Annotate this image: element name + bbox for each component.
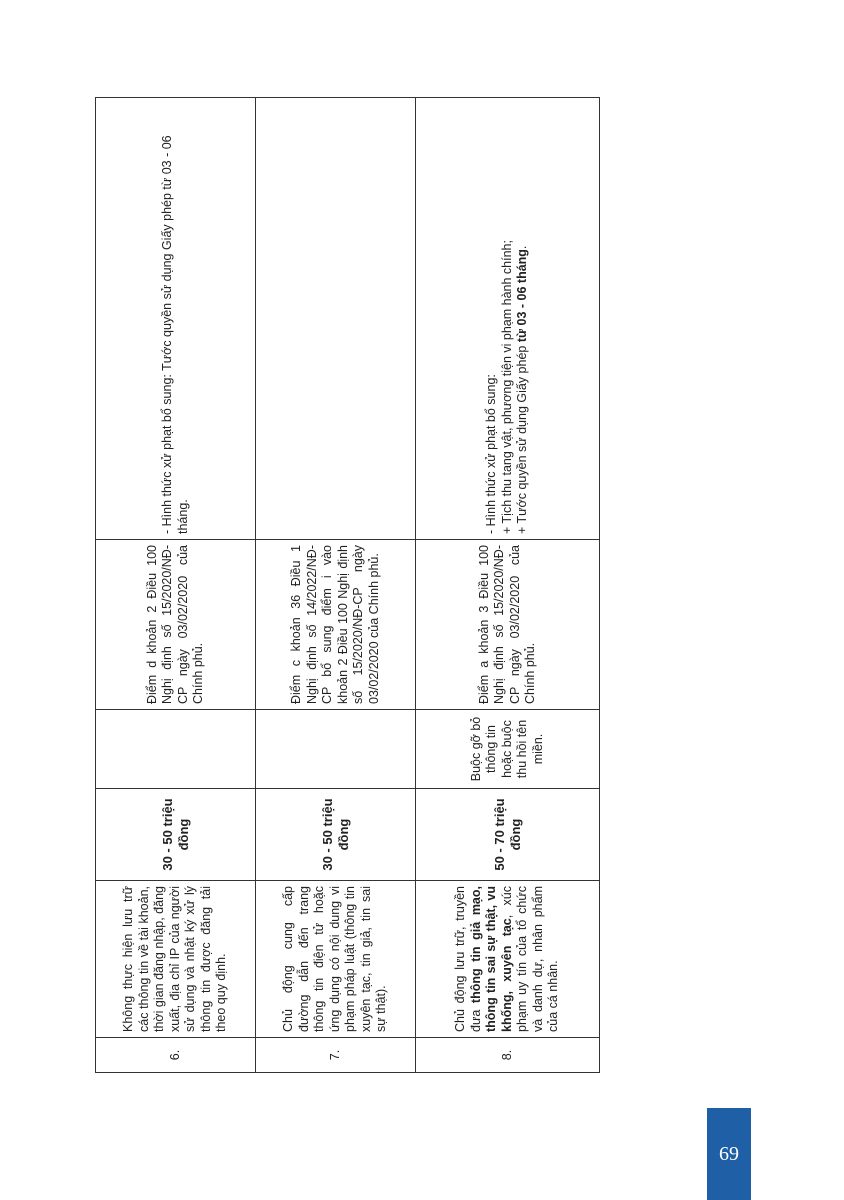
additional-penalty	[416, 98, 600, 540]
fine-amount: 50 - 70 triệu đồng	[416, 789, 600, 881]
table-row	[96, 98, 256, 1073]
table-row	[256, 98, 416, 1073]
legal-basis: Điểm d khoản 2 Điều 100 Nghị định số 15/2020/NĐ-CP ngày 03/02/2020 của Chính phủ.	[96, 540, 256, 710]
page-number-badge	[707, 1108, 751, 1200]
remedy-measure	[96, 710, 256, 789]
additional-text: + Tước quyền sử dụng Giấy phép	[515, 342, 530, 534]
additional-penalty: - Hình thức xử phạt bổ sung: Tước quyền sử dụng Giấy phép từ 03 - 06 tháng.	[96, 98, 256, 540]
additional-line: - Hình thức xử phạt bổ sung:	[484, 374, 499, 534]
table-row	[416, 98, 600, 1073]
additional-penalty	[256, 98, 416, 540]
additional-text-end: .	[515, 245, 530, 250]
description-text: Chủ động lưu trữ, truyền đưa	[453, 886, 483, 1032]
fine-amount: 30 - 50 triệu đồng	[96, 789, 256, 881]
additional-line	[515, 103, 531, 534]
violation-description	[416, 881, 600, 1038]
legal-basis: Điểm c khoản 36 Điều 1 Nghị định số 14/2022/NĐ-CP bổ sung điểm i vào khoản 2 Điều 100 Nghị định số 15/2020/NĐ-CP ngày 03/02/2020 của Chính phủ.	[256, 540, 416, 710]
violation-description: Chủ động cung cấp đường dẫn đến trang thông tin điện tử hoặc ứng dụng có nội dung vi phạm pháp luật (thông tin xuyên tạc, tin giả, tin sai sự thật).	[256, 881, 416, 1038]
rotated-table-wrapper	[95, 98, 599, 1073]
row-number: 6.	[96, 1038, 256, 1073]
remedy-measure: Buộc gỡ bỏ thông tin hoặc buộc thu hồi tên miền.	[416, 710, 600, 789]
description-text-end: , xúc phạm uy tín của tổ chức và danh dự, nhân phẩm của cá nhân.	[499, 886, 561, 1032]
row-number: 8.	[416, 1038, 600, 1073]
remedy-measure	[256, 710, 416, 789]
violation-description: Không thực hiện lưu trữ các thông tin về tài khoản, thời gian đăng nhập, đăng xuất, địa chỉ IP của người sử dụng và nhật ký xử lý thông tin được đăng tải theo quy định.	[96, 881, 256, 1038]
additional-emphasis: từ 03 - 06 tháng	[515, 249, 530, 343]
fine-amount: 30 - 50 triệu đồng	[256, 789, 416, 881]
page-number: 69	[719, 1142, 739, 1165]
violations-table	[95, 97, 600, 1073]
legal-basis: Điểm a khoản 3 Điều 100 Nghị định số 15/2020/NĐ-CP ngày 03/02/2020 của Chính phủ.	[416, 540, 600, 710]
row-number: 7.	[256, 1038, 416, 1073]
description-emphasis: thông tin giả mạo, thông tin sai sự thật, vu khống, xuyên tạc	[468, 886, 514, 1032]
additional-line: + Tịch thu tang vật, phương tiện vi phạm hành chính;	[499, 240, 514, 534]
